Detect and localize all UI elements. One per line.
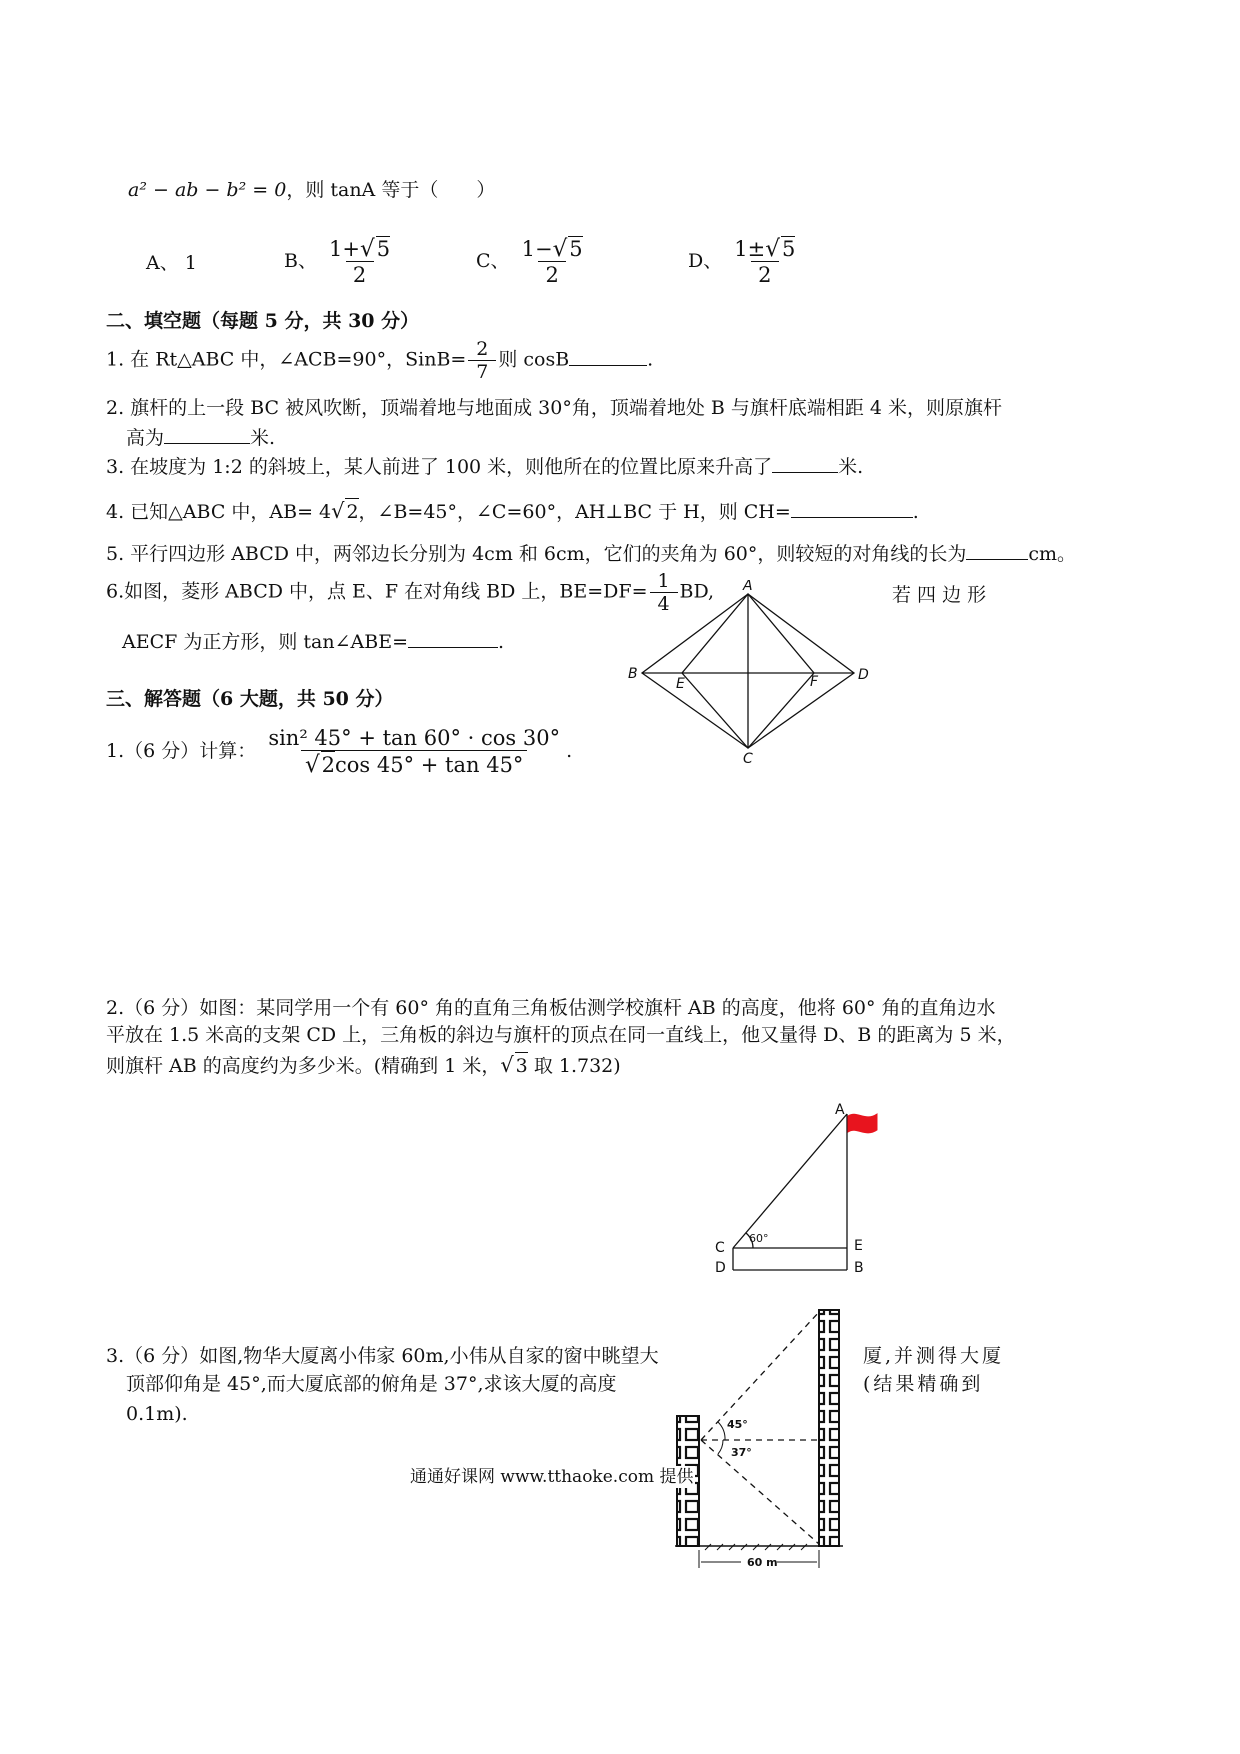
solve-q1-fraction: $\frac{\text{sin² 45° + tan 60° · cos 30°}}{√2\cos 45^\circ + \tan 45^\circ}$ [264,726,564,778]
distance-label: 60 m [747,1556,778,1569]
option-c-label: C、 [476,250,510,272]
fill-q1-den: 7 [468,360,496,383]
angle-down-arc [718,1440,723,1454]
label-b: B [854,1260,864,1276]
option-b-fraction: $\frac{1+√5}{2}$ [329,236,391,287]
rhombus-figure [622,580,882,770]
option-c-den: 2 [538,261,566,288]
solve-q2-line3: 则旗杆 AB 的高度约为多少米。(精确到 1 米，√ 3 取 1.732) [106,1053,621,1077]
fill-q3-unit: 米. [838,456,864,478]
option-a-value: 1 [184,252,197,274]
fill-q4-text: 4. 已知△ABC 中，AB= 4 [106,501,332,523]
label-d: D [715,1260,726,1276]
solve-q2-line2: 平放在 1.5 米高的支架 CD 上，三角板的斜边与旗杆的顶点在同一直线上，他又量得 D、B 的距离为 5 米， [106,1024,1016,1046]
q-cont-condition: a² − ab − b² = 0 [128,179,287,201]
ground-hatch [705,1544,807,1550]
option-d [688,236,801,288]
option-d-num: 1± [734,237,766,261]
solve-q3-line1: 3.（6 分）如图,物华大厦离小伟家 60m,小伟从自家的窗中眺望大 [106,1345,659,1367]
answer-blank[interactable] [408,627,498,648]
solve-q3-line1-right: 厦,并测得大厦 [863,1345,1005,1367]
fill-q6-line2 [122,627,504,655]
angle-down-label: 37° [731,1446,752,1459]
label-d: D [858,667,869,683]
option-b-radicand: 5 [376,237,391,261]
answer-blank[interactable] [772,452,838,473]
building-figure [665,1300,865,1754]
section2-heading: 二、填空题（每题 5 分，共 30 分） [106,310,420,332]
option-d-fraction: $\frac{1\pm√5}{2}$ [734,236,796,287]
solve-q1-denominator: cos 45° + tan 45° [335,753,524,777]
angle-label: 60° [749,1232,769,1245]
label-c: C [715,1240,725,1256]
angle-up-label: 45° [727,1418,748,1431]
solve-q3-line2-right: (结果精确到 [863,1373,984,1395]
flagpole-figure [705,1098,895,1278]
fill-q2-line2 [126,423,275,451]
fill-q4-radicand: 2 [345,498,358,525]
label-c: C [743,751,753,767]
fill-q2-unit: 米. [250,427,276,449]
option-c [476,236,589,288]
fill-q6-right: 若 四 边 形 [892,584,987,606]
solve-q3-line3: 0.1m). [126,1403,188,1425]
option-a-label: A、 [146,252,179,274]
solve-q2-line1: 2.（6 分）如图：某同学用一个有 60° 角的直角三角板估测学校旗杆 AB 的高度，他将 60° 角的直角边水 [106,997,996,1019]
fill-q4-text-b: ，∠B=45°，∠C=60°，AH⊥BC 于 H，则 CH= [358,501,791,523]
label-e: E [676,676,685,692]
fill-q6-den: 4 [650,592,678,615]
q-cont-tail: ，则 tanA 等于（ ） [286,179,496,201]
label-a: A [743,580,753,594]
solve-q1-label: 1.（6 分）计算： [106,740,257,762]
option-b-den: 2 [346,261,374,288]
label-f: F [810,674,819,690]
fill-q1-end: . [647,348,654,371]
answer-blank[interactable] [966,539,1028,560]
label-b: B [628,666,638,682]
fill-q1 [106,338,653,383]
option-d-label: D、 [688,250,723,272]
option-c-radicand: 5 [569,237,583,261]
solve-q1-end: . [566,740,573,762]
fill-q2-text: 高为 [126,427,165,449]
fill-q5-text: 5. 平行四边形 ABCD 中，两邻边长分别为 4cm 和 6cm，它们的夹角为 60°，则较短的对角线的长为 [106,543,967,565]
fill-q5-unit: cm。 [1028,543,1077,565]
option-a [146,250,197,276]
option-d-den: 2 [751,261,779,288]
solve-q1-numerator: sin² 45° + tan 60° · cos 30° [268,726,561,750]
solve-q2-text: 则旗杆 AB 的高度约为多少米。(精确到 1 米， [106,1055,501,1077]
label-e: E [854,1238,863,1254]
fill-q6-text: 6.如图，菱形 ABCD 中，点 E、F 在对角线 BD 上，BE=DF= [106,580,648,603]
option-c-num: 1− [521,237,553,261]
option-d-radicand: 5 [781,237,796,261]
solve-q1-radicand: 2 [321,753,336,777]
q-cont-line [128,177,495,203]
flag-icon [848,1114,877,1133]
fill-q1-fraction [468,338,496,383]
tall-building [819,1310,839,1546]
option-b [284,236,396,288]
option-c-fraction: $\frac{1-√5}{2}$ [521,236,583,287]
option-b-label: B、 [284,250,317,272]
fill-q1-text-b: 则 cosB [498,348,570,371]
fill-q1-text: 1. 在 Rt△ABC 中，∠ACB=90°，SinB= [106,348,467,371]
solve-q3-line2: 顶部仰角是 45°,而大厦底部的俯角是 37°,求该大厦的高度 [126,1373,617,1395]
fill-q4-end: . [912,501,919,523]
fill-q5 [106,539,1076,567]
sight-line-ca [733,1114,847,1248]
answer-blank[interactable] [569,345,647,366]
depression-line [701,1440,819,1544]
answer-blank[interactable] [791,497,913,518]
fill-q2-line1: 2. 旗杆的上一段 BC 被风吹断，顶端着地与地面成 30°角，顶端着地处 B 与旗杆底端相距 4 米，则原旗杆 [106,397,1003,419]
fill-q6-end: . [497,631,505,653]
solve-q2-text-b: 取 1.732) [533,1055,621,1077]
fill-q4: 4. 已知△ABC 中，AB= 4√ 2，∠B=45°，∠C=60°，AH⊥BC 于 H，则 CH= . [106,499,919,523]
label-a: A [835,1102,845,1118]
angle-up-arc [718,1422,725,1440]
fill-q6-num: 1 [657,570,670,592]
fill-q3-text: 3. 在坡度为 1:2 的斜坡上，某人前进了 100 米，则他所在的位置比原来升高了 [106,456,773,478]
fill-q6-text-b: BD, [679,580,715,603]
fill-q1-num: 2 [476,338,489,360]
answer-blank[interactable] [164,423,250,444]
fill-q3 [106,452,863,480]
fill-q6-text-c: AECF 为正方形，则 tan∠ABE= [122,631,408,653]
option-b-num: 1+ [329,237,360,261]
solve-q1 [106,726,572,778]
elevation-line [701,1312,819,1440]
solve-q2-radicand: 3 [515,1052,528,1079]
footer-text: 通通好课网 www.tthaoke.com 提供 [410,1467,694,1487]
section3-heading: 三、解答题（6 大题，共 50 分） [106,688,394,710]
